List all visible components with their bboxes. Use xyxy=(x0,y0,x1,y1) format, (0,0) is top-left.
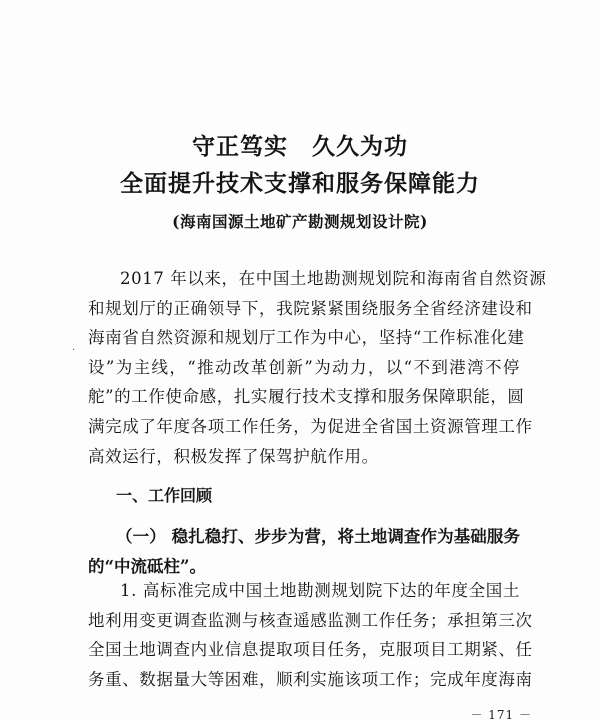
paragraph-line: 全国土地调查内业信息提取项目任务，克服项目工期紧、任 xyxy=(88,640,533,660)
page-number: － 171 － xyxy=(470,708,532,722)
intro-paragraph xyxy=(88,264,547,471)
paragraph-line: 舵”的工作使命感，扎实履行技术支撑和服务保障职能，圆 xyxy=(88,387,525,407)
body-paragraph xyxy=(88,576,533,694)
paragraph-line: 2017 年以来，在中国土地勘测规划院和海南省自然资源 xyxy=(120,269,547,288)
paragraph-line: 高效运行，积极发挥了保驾护航作用。 xyxy=(88,446,379,466)
paragraph-line: 地利用变更调查监测与核查遥感监测工作任务；承担第三次 xyxy=(88,610,533,630)
subsection-heading xyxy=(88,522,520,581)
document-subtitle: (海南国源土地矿产勘测规划设计院) xyxy=(172,212,428,231)
paragraph-line: 1. 高标准完成中国土地勘测规划院下达的年度全国土 xyxy=(120,581,520,600)
paragraph-line: 务重、数据量大等困难，顺利实施该项工作；完成年度海南 xyxy=(88,669,533,689)
subsection-heading-line: 的“中流砥柱”。 xyxy=(88,556,206,576)
document-title-line-1: 守正笃实 久久为功 xyxy=(192,133,408,160)
paragraph-line: 和规划厅的正确领导下，我院紧紧围绕服务全省经济建设和 xyxy=(88,298,533,318)
paragraph-line: 设”为主线，“推动改革创新”为动力，以“不到港湾不停 xyxy=(88,357,520,377)
section-heading: 一、工作回顾 xyxy=(116,486,213,505)
subsection-heading-line: （一） 稳扎稳打、步步为营，将土地调查作为基础服务 xyxy=(116,527,520,546)
margin-mark: . xyxy=(72,342,76,353)
document-title-line-2: 全面提升技术支撑和服务保障能力 xyxy=(120,170,480,197)
paragraph-line: 满完成了年度各项工作任务，为促进全省国土资源管理工作 xyxy=(88,416,533,436)
paragraph-line: 海南省自然资源和规划厅工作为中心，坚持“工作标准化建 xyxy=(88,328,525,348)
